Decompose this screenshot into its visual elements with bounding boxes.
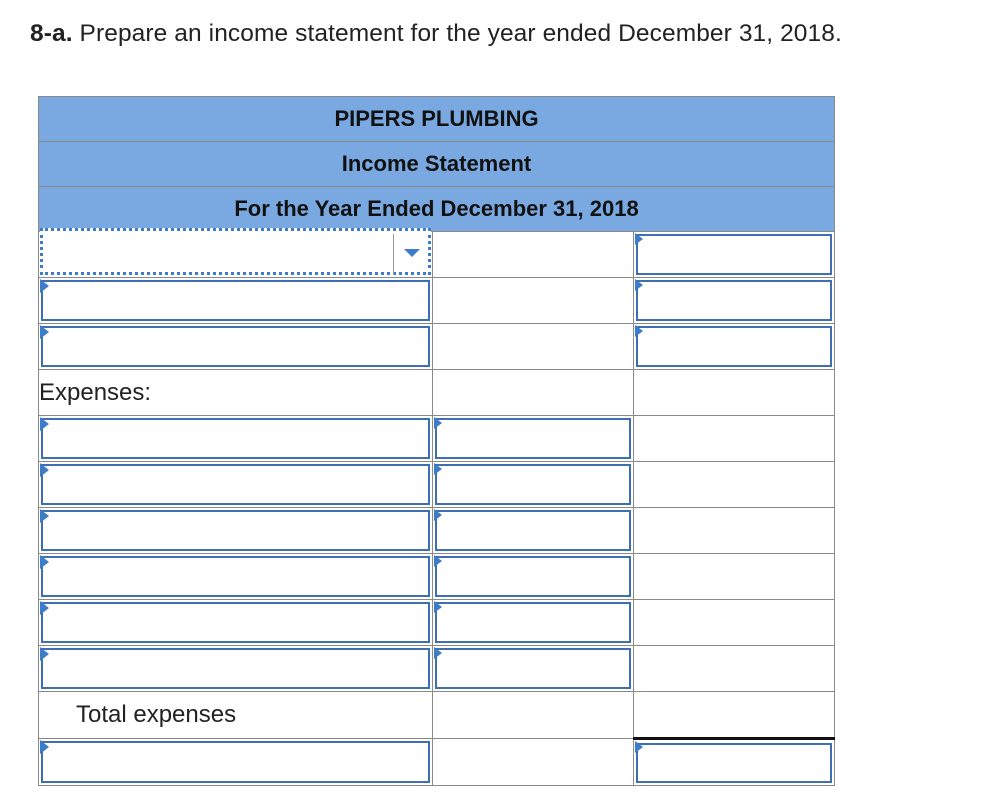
amount-input[interactable]	[636, 234, 832, 275]
revenue-row	[39, 232, 835, 278]
statement-period: For the Year Ended December 31, 2018	[39, 187, 835, 232]
amount-input[interactable]	[636, 743, 832, 783]
statement-name: Income Statement	[39, 142, 835, 187]
triangle-flag-icon	[40, 509, 49, 523]
expense-row	[39, 416, 835, 462]
account-input[interactable]	[41, 464, 430, 505]
triangle-flag-icon	[40, 601, 49, 615]
account-input[interactable]	[41, 648, 430, 689]
question-text: Prepare an income statement for the year ended December 31, 2018.	[72, 20, 842, 47]
revenue-row	[39, 324, 835, 370]
expense-row	[39, 646, 835, 692]
triangle-flag-icon	[40, 325, 49, 339]
dropdown-divider	[393, 234, 394, 275]
triangle-flag-icon	[40, 555, 49, 569]
amount-input[interactable]	[435, 418, 631, 459]
triangle-flag-icon	[40, 417, 49, 431]
triangle-flag-icon	[635, 325, 643, 337]
account-input[interactable]	[41, 418, 430, 459]
triangle-flag-icon	[434, 463, 442, 475]
amount-input[interactable]	[435, 648, 631, 689]
expense-row	[39, 462, 835, 508]
question-number: 8-a.	[30, 20, 73, 47]
triangle-flag-icon	[40, 463, 49, 477]
expense-row	[39, 508, 835, 554]
triangle-flag-icon	[635, 233, 643, 245]
account-input[interactable]	[41, 741, 430, 783]
account-dropdown[interactable]	[40, 228, 431, 275]
account-input[interactable]	[41, 326, 430, 367]
triangle-flag-icon	[635, 279, 643, 291]
amount-input[interactable]	[435, 464, 631, 505]
expenses-label: Expenses:	[39, 370, 433, 416]
triangle-flag-icon	[434, 509, 442, 521]
amount-input[interactable]	[636, 280, 832, 321]
triangle-flag-icon	[40, 279, 49, 293]
account-input[interactable]	[41, 510, 430, 551]
amount-input[interactable]	[435, 602, 631, 643]
question-prompt	[30, 20, 842, 48]
triangle-flag-icon	[40, 740, 49, 754]
triangle-flag-icon	[434, 555, 442, 567]
expense-row	[39, 554, 835, 600]
expense-row	[39, 600, 835, 646]
empty-cell	[433, 324, 633, 369]
account-input[interactable]	[41, 602, 430, 643]
expenses-header-row	[39, 370, 835, 416]
empty-cell	[433, 278, 633, 323]
account-input[interactable]	[41, 556, 430, 597]
amount-input[interactable]	[435, 556, 631, 597]
revenue-row	[39, 278, 835, 324]
triangle-flag-icon	[40, 647, 49, 661]
amount-input[interactable]	[435, 510, 631, 551]
amount-input[interactable]	[636, 326, 832, 367]
triangle-flag-icon	[635, 741, 643, 753]
triangle-flag-icon	[434, 647, 442, 659]
chevron-down-icon[interactable]	[404, 249, 420, 257]
account-input[interactable]	[41, 280, 430, 321]
total-expenses-label: Total expenses	[39, 692, 433, 739]
empty-cell	[433, 232, 633, 277]
triangle-flag-icon	[434, 417, 442, 429]
income-statement-table	[38, 96, 835, 786]
total-expenses-row	[39, 692, 835, 739]
net-income-row	[39, 739, 835, 786]
company-name: PIPERS PLUMBING	[39, 97, 835, 142]
triangle-flag-icon	[434, 601, 442, 613]
